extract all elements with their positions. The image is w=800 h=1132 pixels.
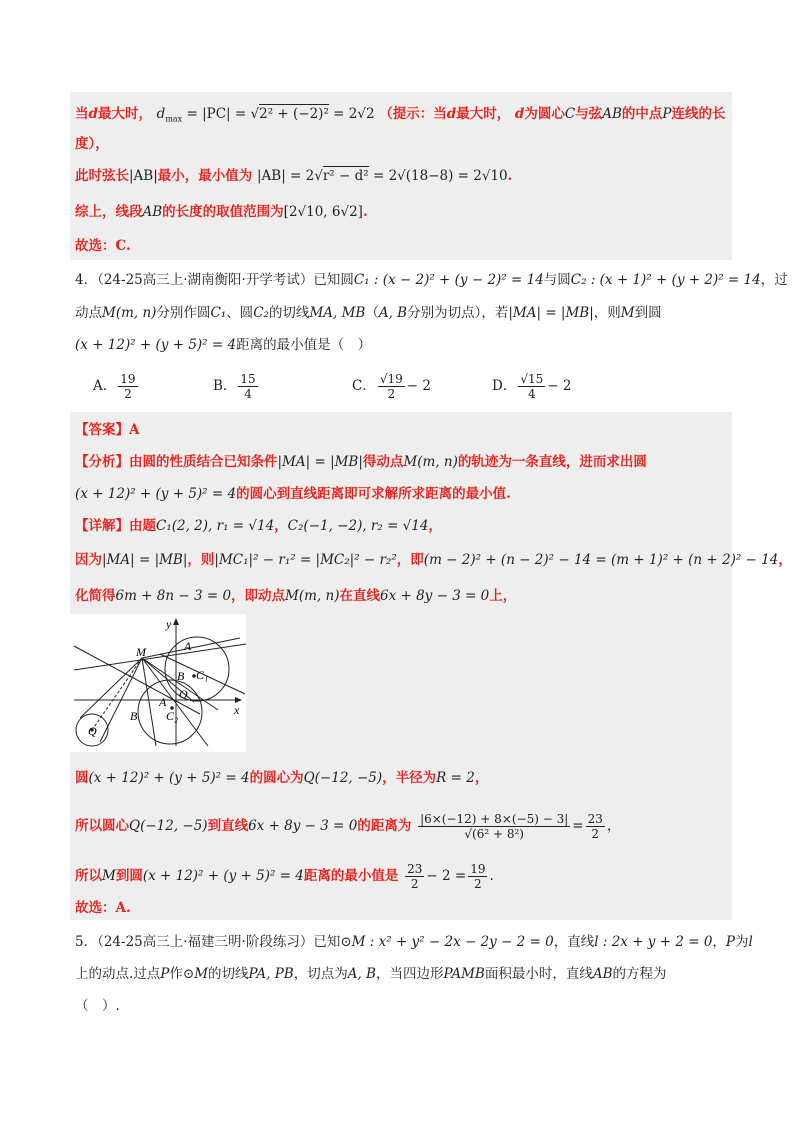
label-c2: C₂ bbox=[166, 709, 179, 723]
detail-line-3: 化简得6m + 8n − 3 = 0，即动点M(m, n)在直线6x + 8y − 3 = 0上， bbox=[75, 588, 517, 604]
final-answer-line: 故选：A. bbox=[75, 900, 131, 916]
label-y: y bbox=[166, 617, 172, 631]
label-q: Q bbox=[88, 724, 97, 738]
detail-line-1: 【详解】由题C₁(2, 2), r₁ = √14，C₂(−1, −2), r₂ = √14， bbox=[75, 518, 442, 534]
detail-line-5: 所以圆心Q(−12, −5)到直线6x + 8y − 3 = 0的距离为 $\frac{|6\times(-12) + 8\times(-5) - 3|}{\text{√(6² + 8²)}}$ = $\frac{23}{2}$ ， bbox=[75, 812, 621, 841]
analysis-line-1: 【分析】由圆的性质结合已知条件|MA| = |MB|得动点M(m, n)的轨迹为一条直线，进而求出圆 bbox=[75, 454, 647, 470]
cont-line-2: 度）， bbox=[75, 136, 109, 152]
q4-line-3: (x + 12)² + (y + 5)² = 4距离的最小值是（ ） bbox=[75, 337, 372, 353]
q4-option-a[interactable]: A． $\frac{19}{2}$ bbox=[93, 372, 136, 401]
cont-line-4: 综上，线段AB的长度的取值范围为[2√10, 6√2]. bbox=[75, 204, 368, 220]
geometry-figure bbox=[70, 614, 246, 752]
cont-line-5: 故选：C. bbox=[75, 238, 131, 254]
q4-option-d[interactable]: D． $\frac{√15}{4}$ − 2 bbox=[492, 372, 572, 401]
q5-line-2: 上的动点.过点P作⊙M的切线PA, PB，切点为A, B，当四边形PAMB面积最小时，直线AB的方程为 bbox=[75, 966, 667, 982]
detail-line-4: 圆(x + 12)² + (y + 5)² = 4的圆心为Q(−12, −5)，半径为R = 2， bbox=[75, 770, 489, 786]
q4-option-b[interactable]: B． $\frac{15}{4}$ bbox=[213, 372, 256, 401]
label-m: M bbox=[136, 645, 146, 659]
q5-line-3: （ ）. bbox=[75, 998, 120, 1014]
answer-line: 【答案】A bbox=[75, 422, 140, 438]
label-a1: A bbox=[184, 639, 192, 653]
label-a2: A bbox=[159, 695, 167, 709]
q5-line-1: 5．（24-25高三上·福建三明·阶段练习）已知⊙M : x² + y² − 2x − 2y − 2 = 0，直线l : 2x + y + 2 = 0，P为l bbox=[75, 934, 753, 950]
cont-line-1: 当d最大时， $d_{max} = |PC| = √2^2 + (-2)^2 = 2√2$ （提示：当d最大时， d为圆心C与弦AB的中点P连线的长 bbox=[75, 106, 726, 124]
label-c1: C₁ bbox=[196, 668, 209, 682]
analysis-line-2: (x + 12)² + (y + 5)² = 4的圆心到直线距离即可求解所求距离的最小值. bbox=[75, 486, 511, 502]
detail-line-6: 所以M到圆(x + 12)² + (y + 5)² = 4距离的最小值是 $\frac{23}{2}$ − 2 = $\frac{19}{2}$ . bbox=[75, 862, 494, 891]
q4-option-c[interactable]: C． $\frac{√19}{2}$ − 2 bbox=[352, 372, 431, 401]
label-b2: B bbox=[130, 709, 138, 723]
q4-line-1: 4．（24-25高三上·湖南衡阳·开学考试）已知圆C₁ : (x − 2)² + (y − 2)² = 14与圆C₂ : (x + 1)² + (y + 2)² = 14，过 bbox=[75, 272, 788, 288]
label-o: O bbox=[179, 687, 188, 701]
detail-line-2: 因为|MA| = |MB|，则|MC₁|² − r₁² = |MC₂|² − r₂²，即(m − 2)² + (n − 2)² − 14 = (m + 1)² + (n + 2)² − 14， bbox=[75, 552, 792, 568]
label-b1: B bbox=[177, 669, 185, 683]
q4-line-2: 动点M(m, n)分别作圆C₁、圆C₂的切线MA, MB（A, B分别为切点），若|MA| = |MB|，则M到圆 bbox=[75, 305, 662, 321]
cont-line-3: 此时弦长|AB|最小，最小值为 |AB| = 2√r² − d² = 2√(18−8) = 2√10. bbox=[75, 168, 513, 184]
label-x: x bbox=[234, 703, 240, 717]
